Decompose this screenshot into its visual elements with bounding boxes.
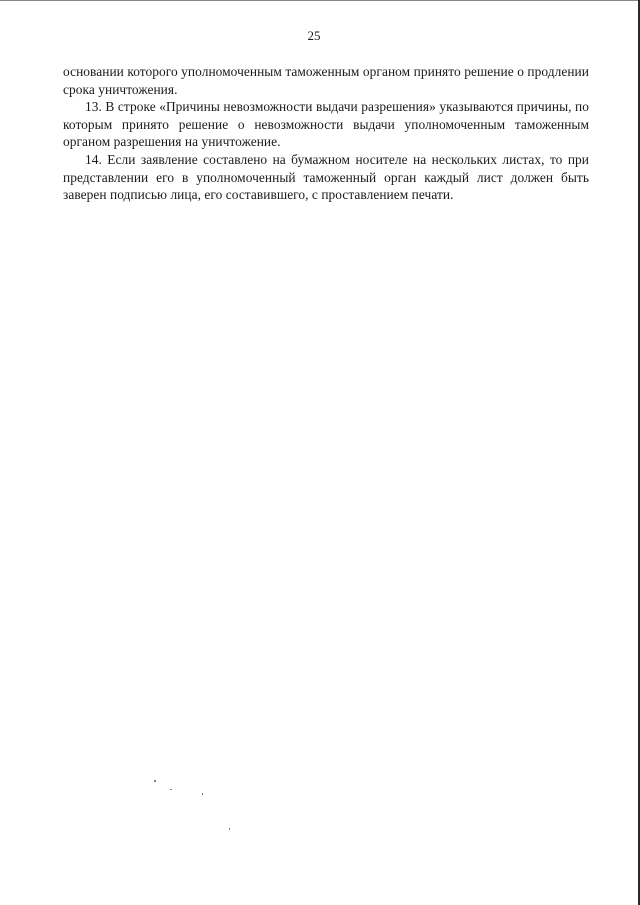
scan-edge-top: [0, 0, 640, 1]
scan-speck: [229, 828, 230, 830]
page-number: 25: [307, 28, 321, 43]
scan-speck: [170, 789, 172, 790]
paragraph-13: 13. В строке «Причины невозможности выдачи разрешения» указываются причины, по которым принято решение о невозможности выдачи уполномоченным таможенным органом разрешения на уничтожение.: [63, 99, 589, 150]
paragraph-14: 14. Если заявление составлено на бумажном носителе на нескольких листах, то при представлении его в уполномоченный таможенный орган каждый лист должен быть заверен подписью лица, его составившего, с проставлением печати.: [63, 151, 589, 203]
document-body: [63, 63, 589, 204]
paragraph-continuation: основании которого уполномоченным таможенным органом принято решение о продлении срока уничтожения.: [63, 64, 589, 97]
scan-speck: [154, 780, 156, 782]
scan-speck: [202, 793, 203, 795]
